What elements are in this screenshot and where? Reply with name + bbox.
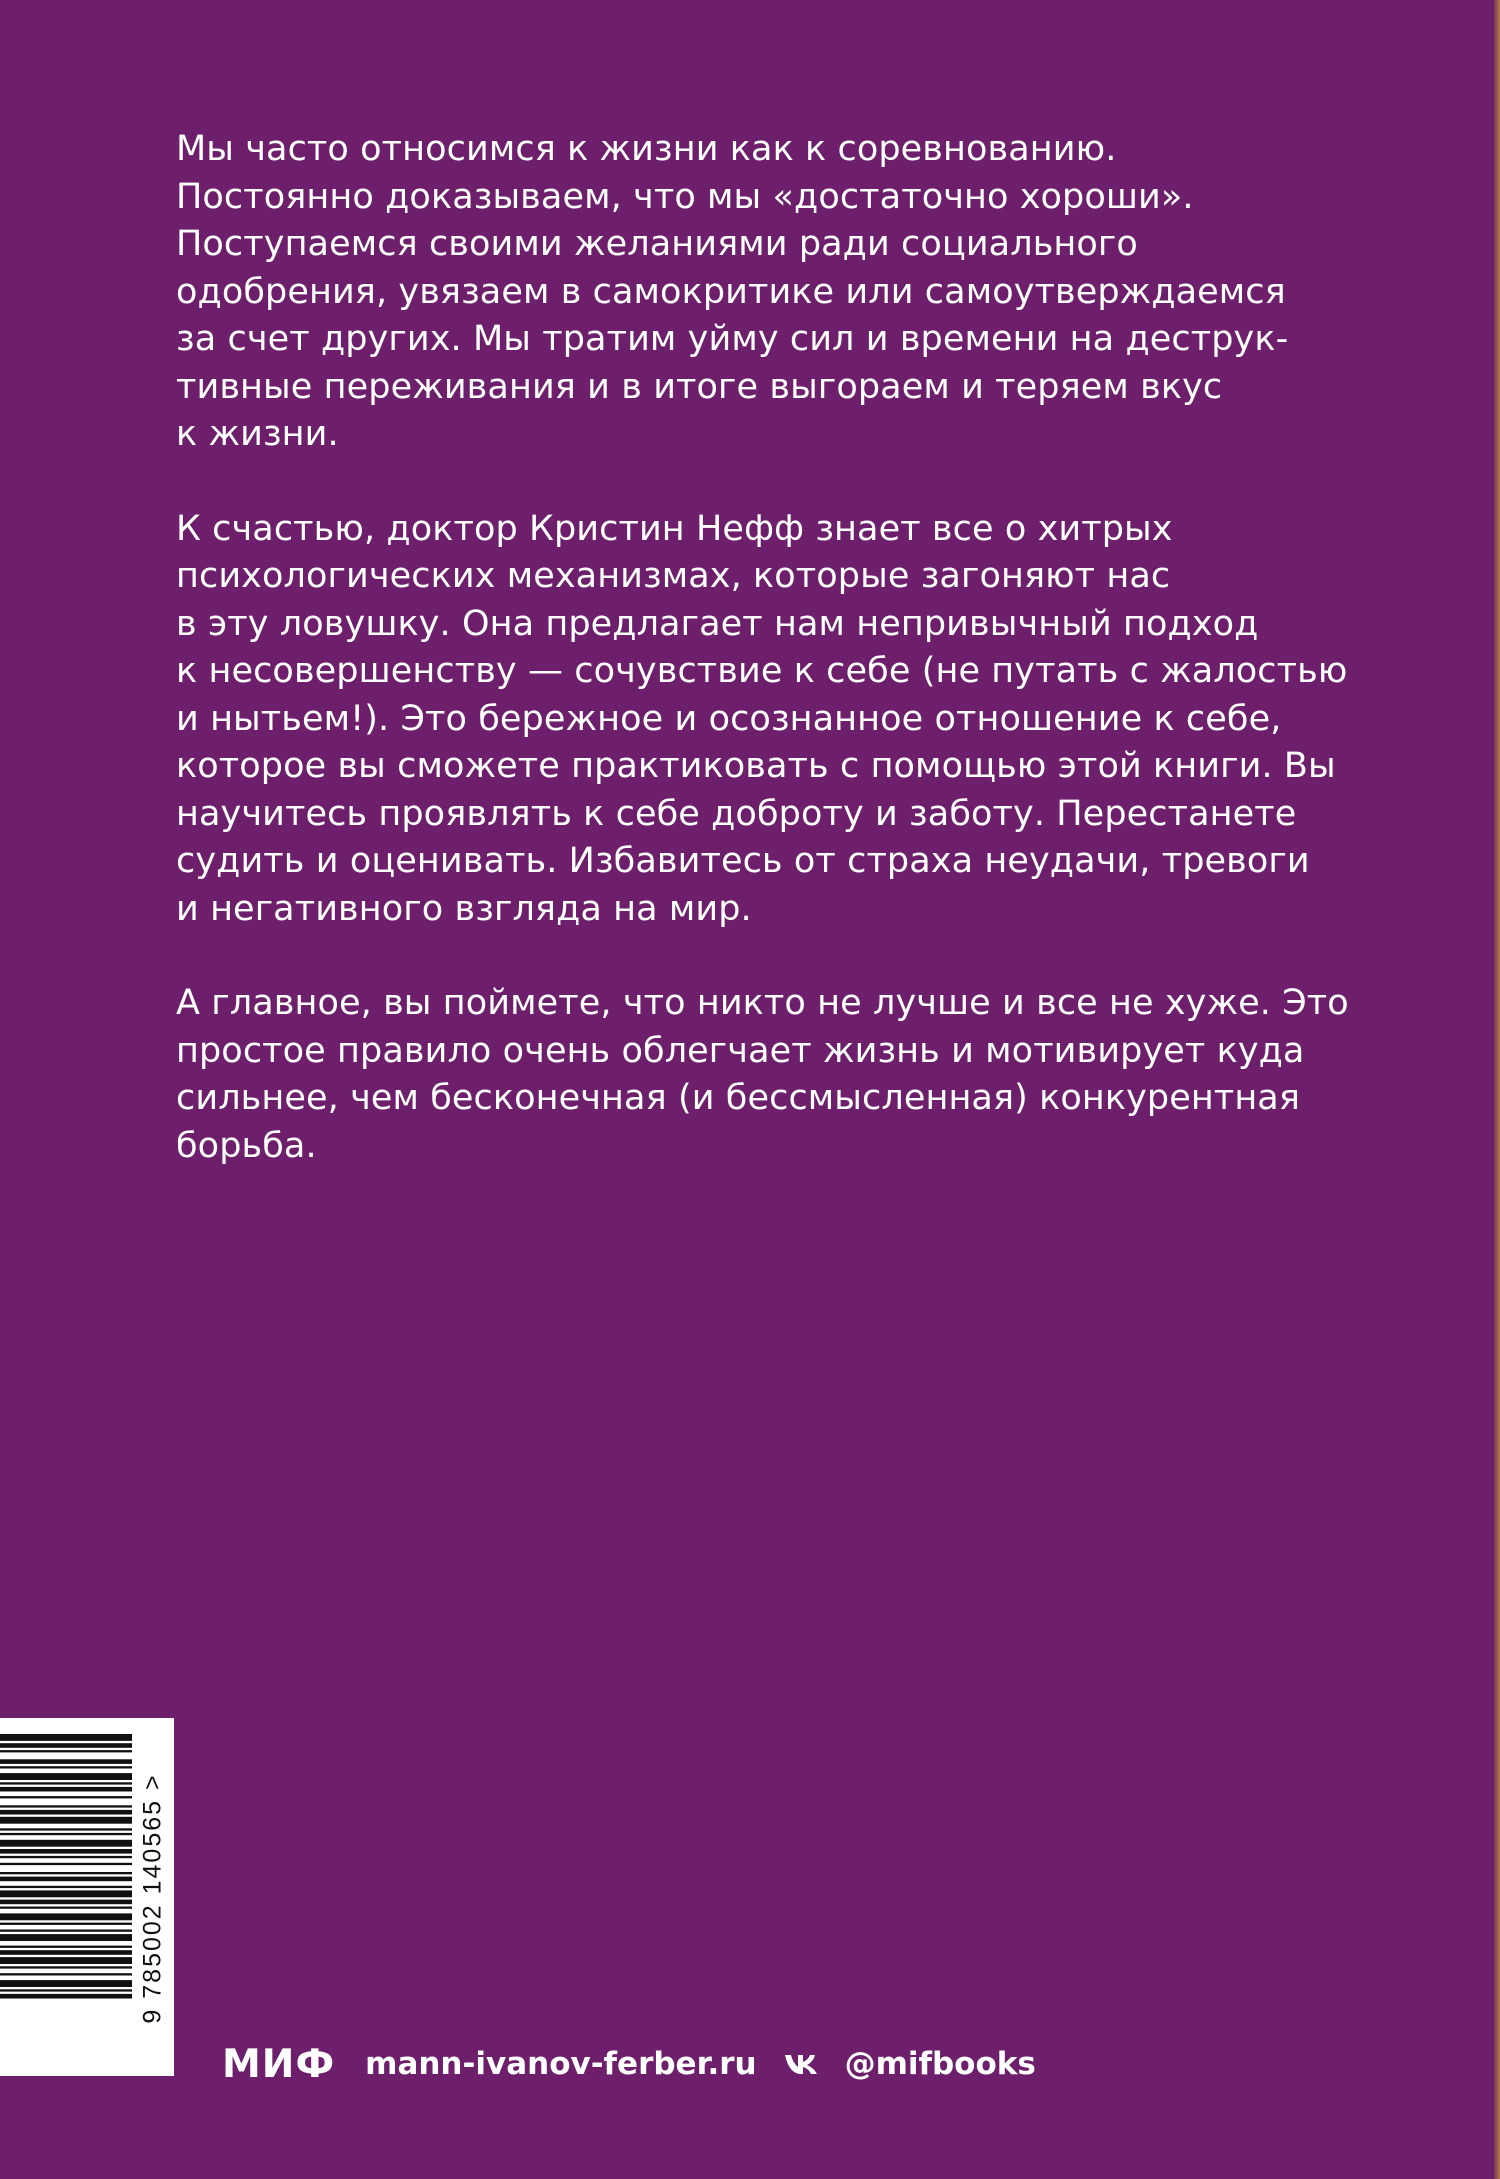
paragraph-1 — [176, 126, 1356, 459]
vk-icon[interactable] — [783, 2051, 823, 2077]
text-line: Постоянно доказываем, что мы «достаточно хороши». — [176, 176, 1194, 217]
text-line: Мы часто относимся к жизни как к соревнованию. — [176, 129, 1117, 169]
text-line: простое правило очень облегчает жизнь и мотивирует куда — [176, 1030, 1305, 1071]
barcode-number: 9 785002 140565 > — [138, 1772, 167, 2024]
text-line: одобрения, увязаем в самокритике или самоутверждаемся — [176, 271, 1286, 312]
text-line: К счастью, доктор Кристин Нефф знает все о хитрых — [176, 508, 1173, 549]
social-handle[interactable]: @mifbooks — [844, 2046, 1036, 2082]
website-link[interactable]: mann-ivanov-ferber.ru — [365, 2046, 757, 2082]
text-line: к несовершенству — сочувствие к себе (не путать с жалостью — [176, 651, 1348, 691]
publisher-logo: МИФ — [222, 2041, 336, 2087]
text-line: А главное, вы поймете, что никто не лучше и все не хуже. Это — [176, 983, 1349, 1023]
text-line: за счет других. Мы тратим уйму сил и времени на деструк- — [176, 319, 1289, 359]
text-line: к жизни. — [176, 414, 339, 454]
text-line: и нытьем!). Это бережное и осознанное отношение к себе, — [176, 698, 1282, 739]
publisher-footer — [222, 2040, 1036, 2088]
isbn-barcode — [0, 1718, 174, 2076]
paragraph-2 — [176, 506, 1356, 934]
text-line: которое вы сможете практиковать с помощью этой книги. Вы — [176, 746, 1336, 786]
book-description — [176, 126, 1356, 1217]
barcode-bars — [0, 1718, 134, 2076]
text-line: судить и оценивать. Избавитесь от страха неудачи, тревоги — [176, 841, 1310, 881]
text-line: тивные переживания и в итоге выгораем и теряем вкус — [176, 366, 1223, 407]
text-line: сильнее, чем бесконечная (и бессмысленная) конкурентная — [176, 1078, 1301, 1118]
text-line: в эту ловушку. Она предлагает нам непривычный подход — [176, 603, 1259, 644]
text-line: и негативного взгляда на мир. — [176, 888, 752, 929]
paragraph-3 — [176, 980, 1356, 1170]
barcode-digits — [135, 1728, 171, 2068]
text-line: научитесь проявлять к себе доброту и заботу. Перестанете — [176, 793, 1297, 834]
text-line: Поступаемся своими желаниями ради социального — [176, 224, 1138, 264]
text-line: психологических механизмах, которые загоняют нас — [176, 556, 1171, 596]
text-line: борьба. — [176, 1125, 317, 1166]
spine-edge — [1494, 0, 1500, 2179]
